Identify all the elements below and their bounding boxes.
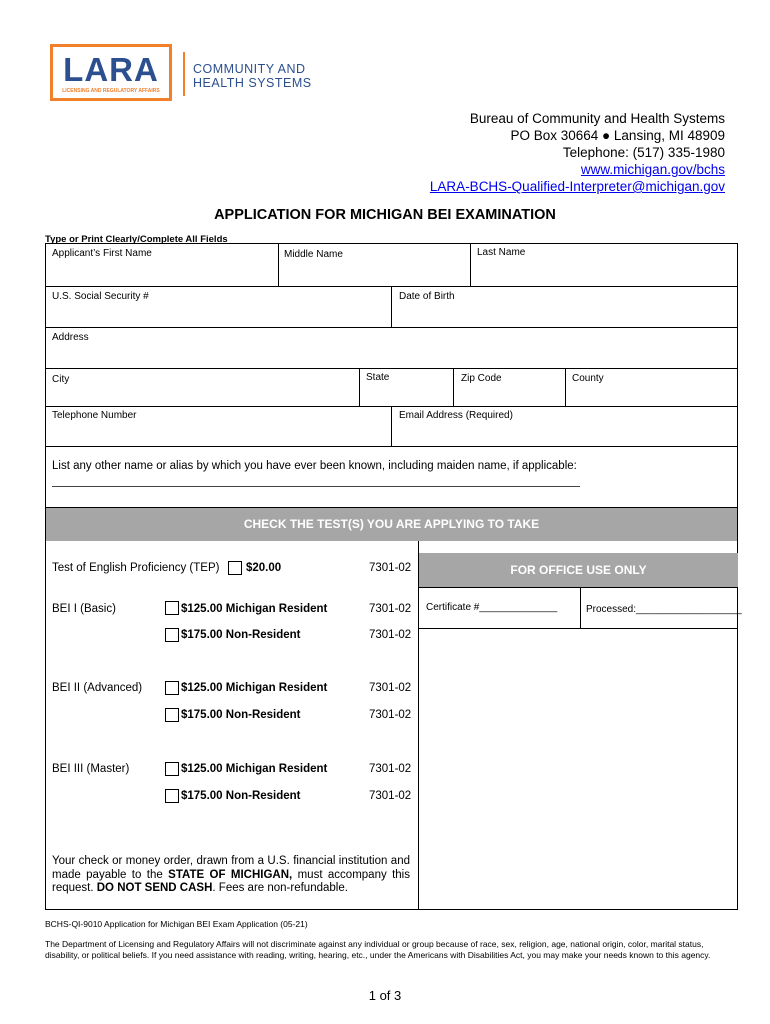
fee-bei-1-resident: $125.00 Michigan Resident [181,603,328,615]
website-link[interactable]: www.michigan.gov/bchs [580,162,725,177]
code-bei-2-nonresident: 7301-02 [369,709,412,721]
checkbox-bei-1-resident[interactable] [165,601,179,615]
office-use-header: FOR OFFICE USE ONLY [419,553,738,587]
grid-line [46,368,737,369]
office-divider [580,588,581,628]
code-bei-2-resident: 7301-02 [369,682,412,694]
address-field[interactable]: Address [52,332,89,343]
code-bei-1-nonresident: 7301-02 [369,629,412,641]
bureau-address: PO Box 30664 ● Lansing, MI 48909 [510,128,725,143]
logo-subtitle: LICENSING AND REGULATORY AFFAIRS [62,88,160,94]
disclaimer: The Department of Licensing and Regulatory Affairs will not discriminate against any individual or group because of race, sex, religion, age, national origin, color, marital status, disability, or political beliefs. If you need assistance with reading, writing, hearing, etc., under the Americans with Disabilities Act, you may make your needs known to this agency. [45,939,711,960]
bureau-name: Bureau of Community and Health Systems [469,111,725,126]
telephone-field[interactable]: Telephone Number [52,410,137,421]
code-bei-3-resident: 7301-02 [369,763,412,775]
test-name-bei-3: BEI III (Master) [52,763,130,775]
grid-line [278,244,279,286]
test-name-tep: Test of English Proficiency (TEP) [52,562,220,574]
alias-input[interactable] [52,486,580,487]
payment-text-1: Your check or money order, drawn from a U.S. financial institution and made payable to the [52,855,410,881]
first-name-field[interactable]: Applicant’s First Name [52,248,152,259]
test-name-bei-2: BEI II (Advanced) [52,682,143,694]
county-field[interactable]: County [572,373,604,384]
logo-text-line2: HEALTH SYSTEMS [193,76,312,90]
logo-text-line1: COMMUNITY AND [193,62,306,76]
fee-bei-3-resident: $125.00 Michigan Resident [181,763,328,775]
ssn-field[interactable]: U.S. Social Security # [52,291,149,302]
payment-text-3: . Fees are non-refundable. [212,882,348,894]
logo-divider [183,52,185,96]
fee-bei-2-nonresident: $175.00 Non-Resident [181,709,301,721]
alias-prompt: List any other name or alias by which you have ever been known, including maiden name, if applicable: [52,460,577,472]
payment-instructions [52,855,410,896]
test-name-bei-1: BEI I (Basic) [52,603,116,615]
code-bei-1-resident: 7301-02 [369,603,412,615]
form-code: BCHS-QI-9010 Application for Michigan BEI Exam Application (05-21) [45,919,308,929]
page-title: APPLICATION FOR MICHIGAN BEI EXAMINATION [214,207,556,223]
processed-field[interactable]: Processed:___________________ [586,604,742,615]
checkbox-bei-2-nonresident[interactable] [165,708,179,722]
last-name-field[interactable]: Last Name [477,247,526,258]
grid-line [46,327,737,328]
instructions: Type or Print Clearly/Complete All Fields [45,234,228,245]
email-field[interactable]: Email Address (Required) [399,410,513,421]
payment-no-cash: DO NOT SEND CASH [96,882,213,894]
grid-line [46,446,737,447]
logo-wordmark: LARA [63,51,159,88]
email-link[interactable]: LARA-BCHS-Qualified-Interpreter@michigan.gov [429,179,725,194]
page-number: 1 of 3 [368,988,402,1003]
bureau-telephone: Telephone: (517) 335-1980 [562,145,725,160]
middle-name-field[interactable]: Middle Name [284,249,343,260]
fee-tep: $20.00 [246,562,282,574]
tests-header: CHECK THE TEST(S) YOU ARE APPLYING TO TAKE [45,508,738,541]
dob-field[interactable]: Date of Birth [399,291,455,302]
state-field[interactable]: State [366,372,390,383]
zip-field[interactable]: Zip Code [461,373,502,384]
checkbox-bei-2-resident[interactable] [165,681,179,695]
checkbox-bei-3-resident[interactable] [165,762,179,776]
lara-logo [50,44,172,101]
grid-line [453,368,454,406]
grid-line [391,286,392,327]
checkbox-tep[interactable] [228,561,242,575]
grid-line [359,368,360,406]
code-bei-3-nonresident: 7301-02 [369,790,412,802]
fee-bei-1-nonresident: $175.00 Non-Resident [181,629,301,641]
fee-bei-3-nonresident: $175.00 Non-Resident [181,790,301,802]
contact-block [430,110,725,195]
checkbox-bei-1-nonresident[interactable] [165,628,179,642]
grid-line [565,368,566,406]
payment-payee: STATE OF MICHIGAN, [168,868,293,881]
logo-text [193,62,312,90]
grid-line [470,244,471,286]
checkbox-bei-3-nonresident[interactable] [165,789,179,803]
grid-line [391,406,392,446]
fee-bei-2-resident: $125.00 Michigan Resident [181,682,328,694]
city-field[interactable]: City [52,374,70,385]
office-use-row [419,587,742,629]
certificate-field[interactable]: Certificate #______________ [426,602,558,613]
code-tep: 7301-02 [369,562,412,574]
payment-text-2: must accompany this request. [52,868,410,894]
